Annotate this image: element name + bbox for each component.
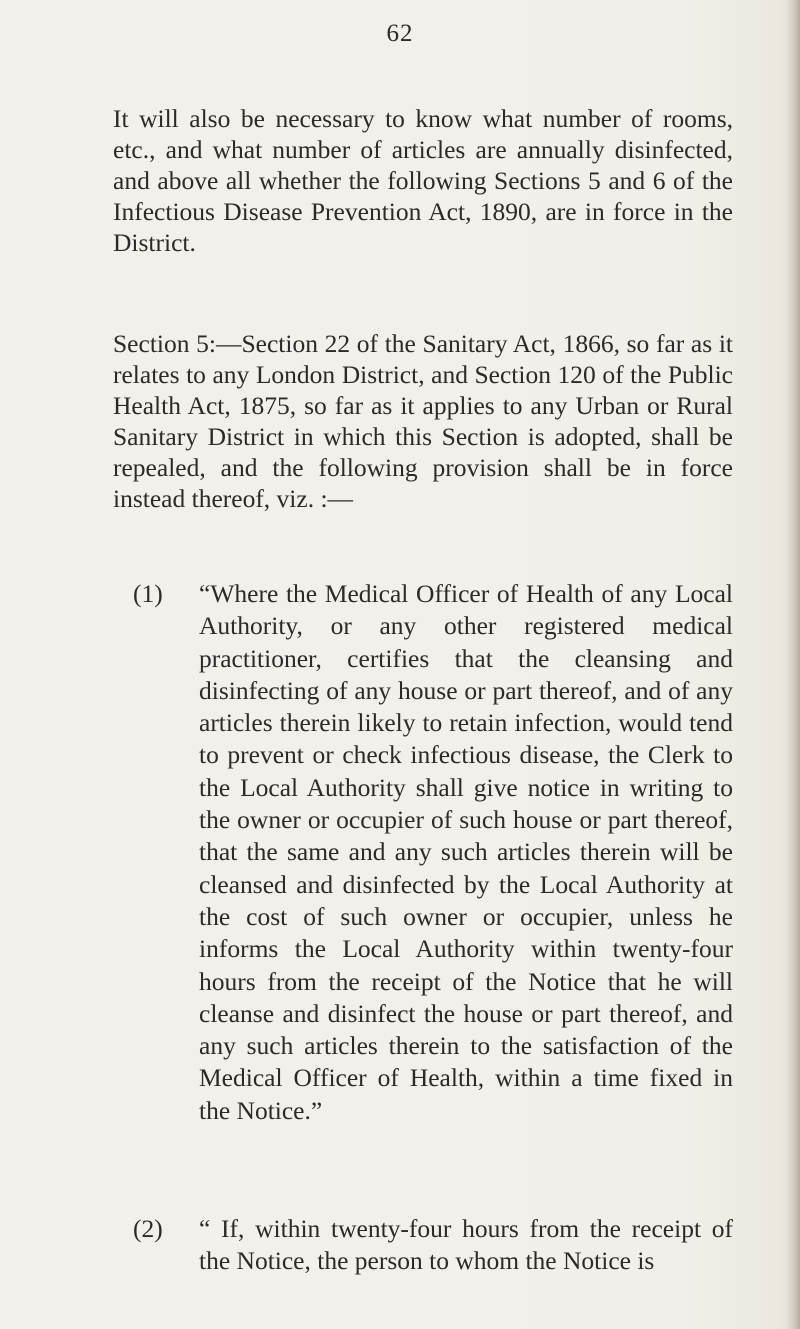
list-item-number: (2) [133, 1214, 163, 1243]
section-5-paragraph: Section 5:—Section 22 of the Sanitary Act, 1866, so far as it relates to any London District, and Section 120 of the Public Health Act, 1875, so far as it applies to any Urban or Rural Sanitary District in which this Section is adopted, shall be repealed, and the following provision shall be in force instead thereof, viz. :— [113, 329, 733, 513]
page-edge-shadow [786, 0, 800, 1329]
intro-paragraph: It will also be necessary to know what number of rooms, etc., and what number of articles are annually disinfected, and above all whether the following Sections 5 and 6 of the Infectious Disease Prevention Act, 1890, are in force in the District. [113, 104, 733, 257]
list-item-number: (1) [133, 579, 163, 608]
list-item-text: “Where the Medical Officer of Health of any Local Authority, or any other registered medical practitioner, certifies that the cleansing and disinfecting of any house or part thereof, and of any articles therein likely to retain infection, would tend to prevent or check infectious disease, the Clerk to the Local Authority shall give notice in writing to the owner or occupier of such house or part thereof, that the same and any such articles therein will be cleansed and disinfected by the Local Authority at the cost of such owner or occupier, unless he informs the Local Authority within twenty-four hours from the receipt of the Notice that he will cleanse and disinfect the house or part thereof, and any such articles therein to the satisfaction of the Medical Officer of Health, within a time fixed in the Notice.” [199, 579, 733, 1125]
list-item [133, 1213, 733, 1278]
page-number: 62 [386, 20, 414, 47]
list-item [133, 578, 733, 1127]
list-item-text: “ If, within twenty-four hours from the receipt of the Notice, the person to whom the Notice is [199, 1214, 733, 1276]
